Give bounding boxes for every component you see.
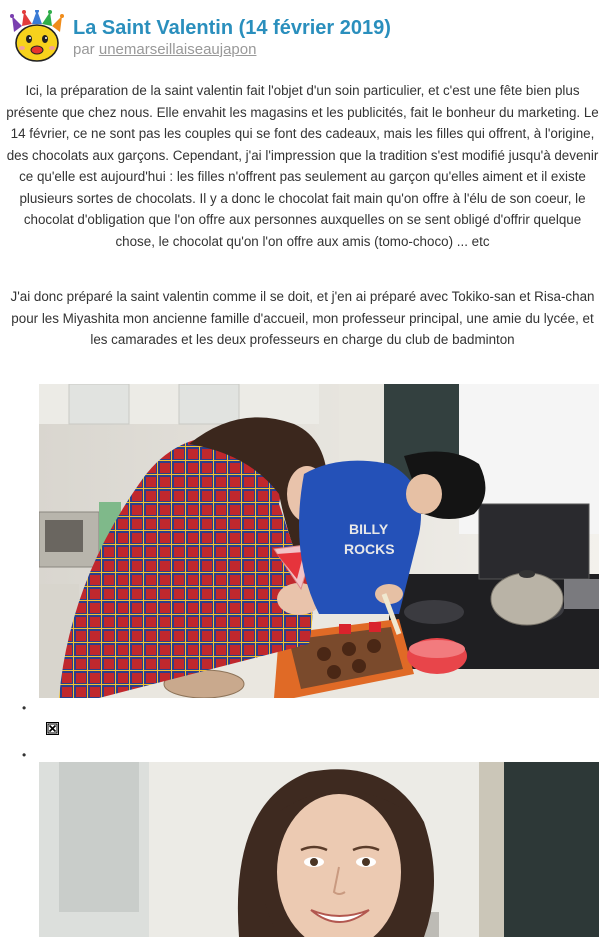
avatar-icon[interactable] bbox=[10, 10, 64, 64]
shirt-text-2: ROCKS bbox=[344, 541, 395, 557]
post-paragraph-2: J'ai donc préparé la saint valentin comme il se doit, et j'en ai préparé avec Tokiko-san et Risa-chan pour les Miyashita mon ancienne famille d'accueil, mon professeur principal, une amie du lycée, et les camarades et les deux professeurs en charge du club de badminton bbox=[10, 289, 595, 347]
list-bullet-2: • bbox=[22, 748, 27, 762]
author-link[interactable]: unemarseillaiseaujapon bbox=[98, 41, 257, 58]
kitchen-photo[interactable] bbox=[39, 384, 599, 698]
portrait-photo[interactable] bbox=[39, 762, 599, 937]
list-bullet-1: • bbox=[22, 701, 27, 715]
post-byline bbox=[73, 41, 256, 59]
post-title[interactable]: La Saint Valentin (14 février 2019) bbox=[73, 17, 391, 39]
post-paragraph-1: Ici, la préparation de la saint valentin fait l'objet d'un soin particulier, et c'est une fête bien plus présente que chez nous. Elle envahit les magasins et les publicités, fait le bonheur du marketing. Le 14 février, ce ne sont pas les couples qui se font des cadeaux, mais les filles qui offrent, à l'origine, des chocolats aux garçons. Cependant, j'ai l'impression que la tradition s'est modifié jusqu'à devenir ce qu'elle est aujourd'hui : les filles n'offrent pas seulement au garçon qu'elles aiment et il existe plusieurs sortes de chocolats. Il y a donc le chocolat fait main qu'on offre à l'élu de son coeur, le chocolat d'obligation que l'on offre aux personnes auxquelles on se sent obligé d'offrir quelque chose, le chocolat qu'on l'on offre aux amis (tomo-choco) ... etc bbox=[6, 83, 599, 249]
post-header bbox=[8, 8, 598, 64]
shirt-text-1: BILLY bbox=[349, 521, 389, 537]
broken-image-icon[interactable] bbox=[46, 722, 59, 735]
byline-prefix: par bbox=[73, 41, 95, 58]
